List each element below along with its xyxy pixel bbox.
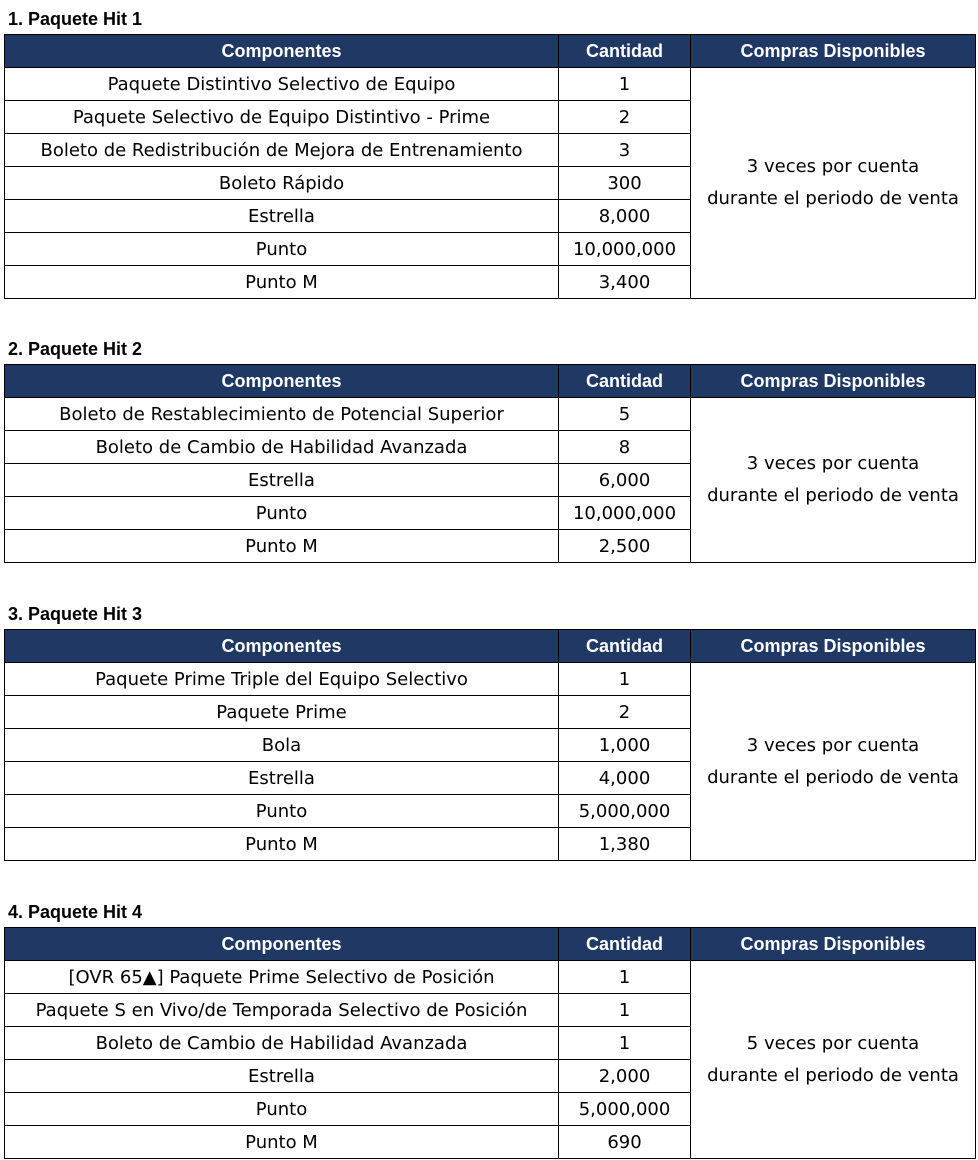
availability-line-2: durante el periodo de venta [707,1064,959,1086]
availability-line-2: durante el periodo de venta [707,766,959,788]
header-available: Compras Disponibles [691,928,976,961]
availability-cell [691,68,976,299]
table-row [5,961,976,994]
quantity-cell: 5 [559,398,691,431]
quantity-cell: 1 [559,663,691,696]
package-section-2 [4,334,975,563]
quantity-cell: 10,000,000 [559,497,691,530]
component-cell: Paquete Prime [5,696,559,729]
quantity-cell: 1 [559,994,691,1027]
header-available: Compras Disponibles [691,630,976,663]
component-cell: Paquete S en Vivo/de Temporada Selectivo de Posición [5,994,559,1027]
component-cell: Paquete Selectivo de Equipo Distintivo - Prime [5,101,559,134]
component-cell: Boleto Rápido [5,167,559,200]
header-row [5,35,976,68]
package-table [4,34,976,299]
quantity-cell: 1,380 [559,828,691,861]
component-cell: Estrella [5,200,559,233]
section-title: 1. Paquete Hit 1 [8,9,143,29]
component-cell: Paquete Prime Triple del Equipo Selectivo [5,663,559,696]
component-cell: Boleto de Cambio de Habilidad Avanzada [5,431,559,464]
quantity-cell: 690 [559,1126,691,1159]
component-cell: Bola [5,729,559,762]
header-components: Componentes [5,35,559,68]
quantity-cell: 3 [559,134,691,167]
availability-cell [691,398,976,563]
header-quantity: Cantidad [559,928,691,961]
package-table [4,364,976,563]
availability-line-1: 3 veces por cuenta [746,734,920,756]
quantity-cell: 10,000,000 [559,233,691,266]
component-cell: Boleto de Restablecimiento de Potencial Superior [5,398,559,431]
availability-line-1: 5 veces por cuenta [746,1032,920,1054]
quantity-cell: 1 [559,68,691,101]
component-cell: Punto [5,1093,559,1126]
component-cell: Punto [5,795,559,828]
quantity-cell: 2,000 [559,1060,691,1093]
header-components: Componentes [5,928,559,961]
header-quantity: Cantidad [559,35,691,68]
component-cell: Boleto de Cambio de Habilidad Avanzada [5,1027,559,1060]
quantity-cell: 2 [559,101,691,134]
component-cell: Paquete Distintivo Selectivo de Equipo [5,68,559,101]
quantity-cell: 1 [559,1027,691,1060]
component-cell: Punto M [5,530,559,563]
header-quantity: Cantidad [559,630,691,663]
component-cell: Punto M [5,828,559,861]
quantity-cell: 3,400 [559,266,691,299]
quantity-cell: 2,500 [559,530,691,563]
package-table [4,927,976,1159]
component-cell: Punto [5,233,559,266]
table-row [5,398,976,431]
section-title: 3. Paquete Hit 3 [8,604,143,624]
availability-line-2: durante el periodo de venta [707,188,959,209]
header-components: Componentes [5,365,559,398]
table-row [5,663,976,696]
package-section-4 [4,897,975,1159]
package-section-1 [4,4,975,299]
component-cell: Boleto de Redistribución de Mejora de Entrenamiento [5,134,559,167]
quantity-cell: 8 [559,431,691,464]
package-section-3 [4,599,975,861]
header-row [5,630,976,663]
quantity-cell: 4,000 [559,762,691,795]
header-row [5,365,976,398]
availability-cell [691,961,976,1159]
quantity-cell: 6,000 [559,464,691,497]
quantity-cell: 5,000,000 [559,795,691,828]
quantity-cell: 2 [559,696,691,729]
availability-line-1: 3 veces por cuenta [746,453,920,474]
quantity-cell: 1,000 [559,729,691,762]
component-cell: [OVR 65▲] Paquete Prime Selectivo de Posición [5,961,559,994]
section-title: 4. Paquete Hit 4 [8,902,143,922]
component-cell: Estrella [5,762,559,795]
availability-cell [691,663,976,861]
component-cell: Estrella [5,1060,559,1093]
header-available: Compras Disponibles [691,35,976,68]
availability-line-2: durante el periodo de venta [707,485,959,506]
component-cell: Punto [5,497,559,530]
header-available: Compras Disponibles [691,365,976,398]
package-table [4,629,976,861]
component-cell: Estrella [5,464,559,497]
quantity-cell: 8,000 [559,200,691,233]
component-cell: Punto M [5,266,559,299]
quantity-cell: 1 [559,961,691,994]
header-quantity: Cantidad [559,365,691,398]
table-row [5,68,976,101]
header-row [5,928,976,961]
section-title: 2. Paquete Hit 2 [8,339,143,359]
component-cell: Punto M [5,1126,559,1159]
header-components: Componentes [5,630,559,663]
availability-line-1: 3 veces por cuenta [746,156,920,177]
quantity-cell: 5,000,000 [559,1093,691,1126]
quantity-cell: 300 [559,167,691,200]
